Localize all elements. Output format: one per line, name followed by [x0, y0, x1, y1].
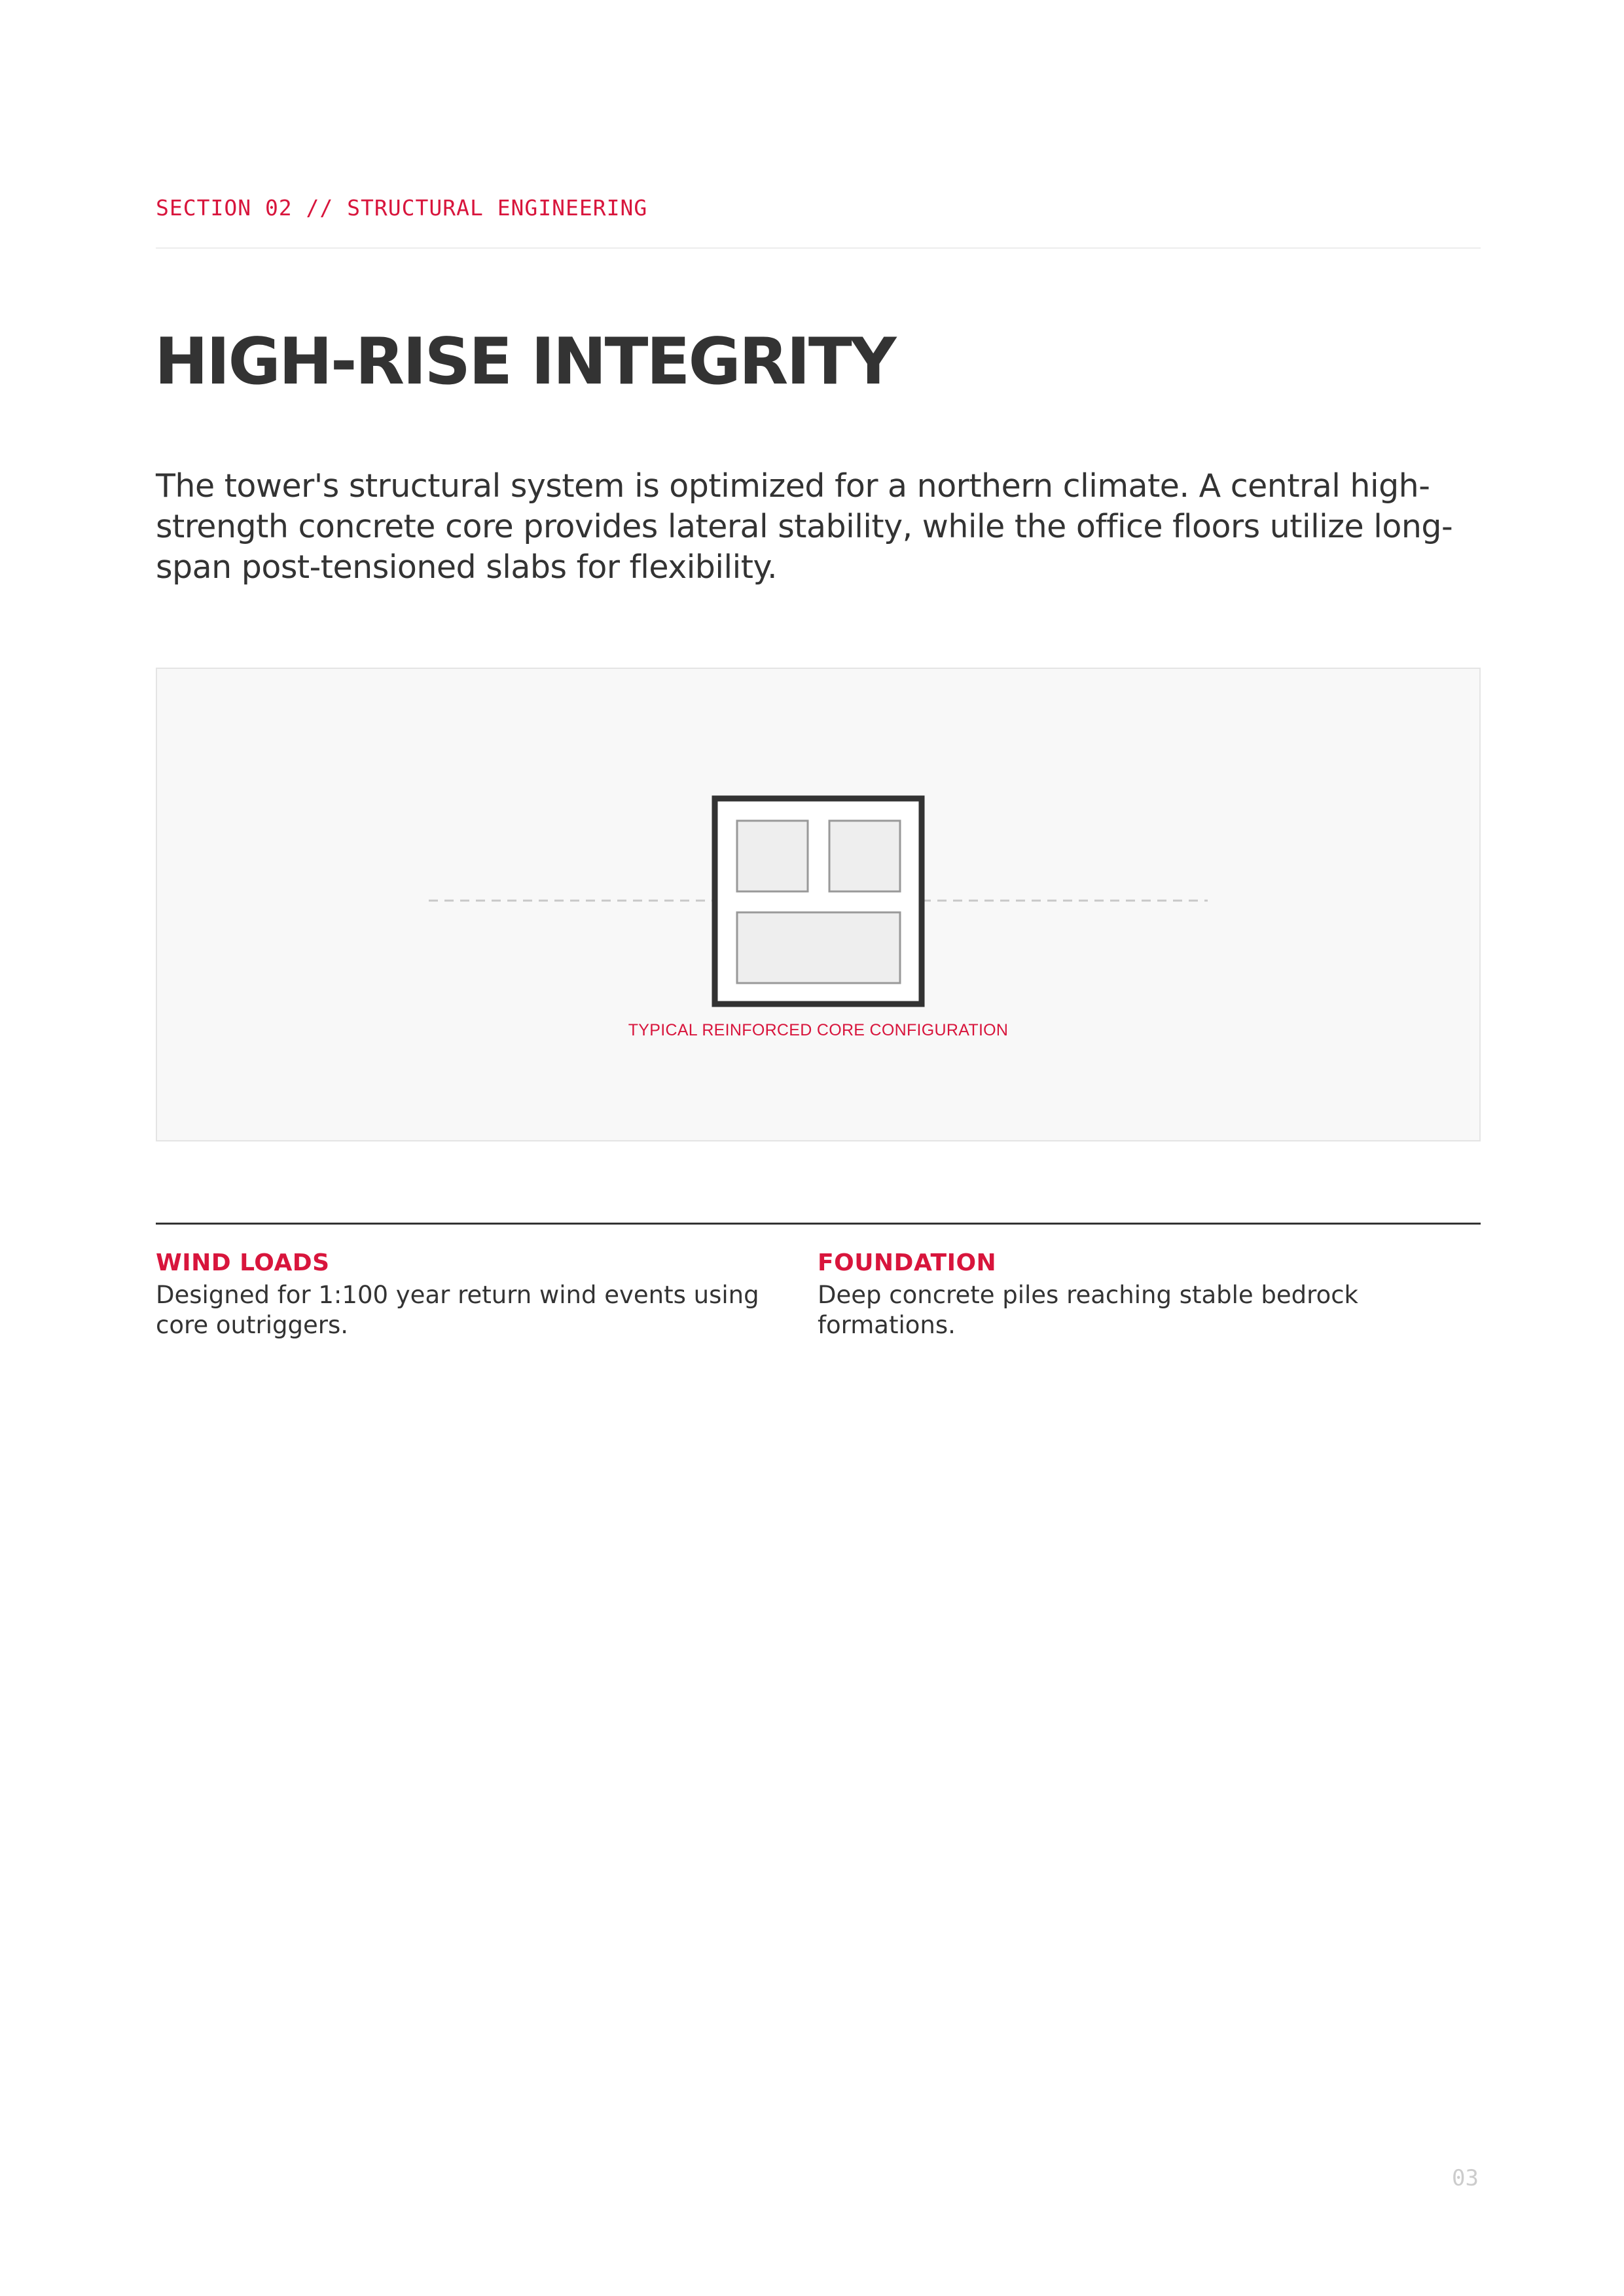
spec-title: WIND LOADS [156, 1249, 330, 1276]
page-title: HIGH-RISE INTEGRITY [154, 325, 895, 399]
spec-body: Designed for 1:100 year return wind events using core outriggers. [156, 1281, 759, 1339]
figure-caption: TYPICAL REINFORCED CORE CONFIGURATION [628, 1021, 1009, 1039]
specs-divider [156, 1223, 1481, 1225]
core-cell-bottom [737, 912, 900, 983]
spec-foundation [818, 1246, 1472, 1340]
header-divider [156, 247, 1481, 249]
spec-wind-loads [156, 1246, 810, 1340]
intro-paragraph: The tower's structural system is optimized for a northern climate. A central high-strength concrete core provides lateral stability, while the office floors utilize long-span post-tensioned slabs for flexibility. [156, 467, 1453, 586]
page-number: 03 [1452, 2165, 1479, 2191]
spec-body: Deep concrete piles reaching stable bedrock formations. [818, 1281, 1358, 1339]
core-cell-top-left [737, 821, 808, 891]
section-label: SECTION 02 // STRUCTURAL ENGINEERING [156, 195, 648, 221]
core-diagram-figure [156, 668, 1481, 1141]
spec-title: FOUNDATION [818, 1249, 997, 1276]
core-cell-top-right [829, 821, 900, 891]
core-diagram [157, 669, 1479, 1140]
